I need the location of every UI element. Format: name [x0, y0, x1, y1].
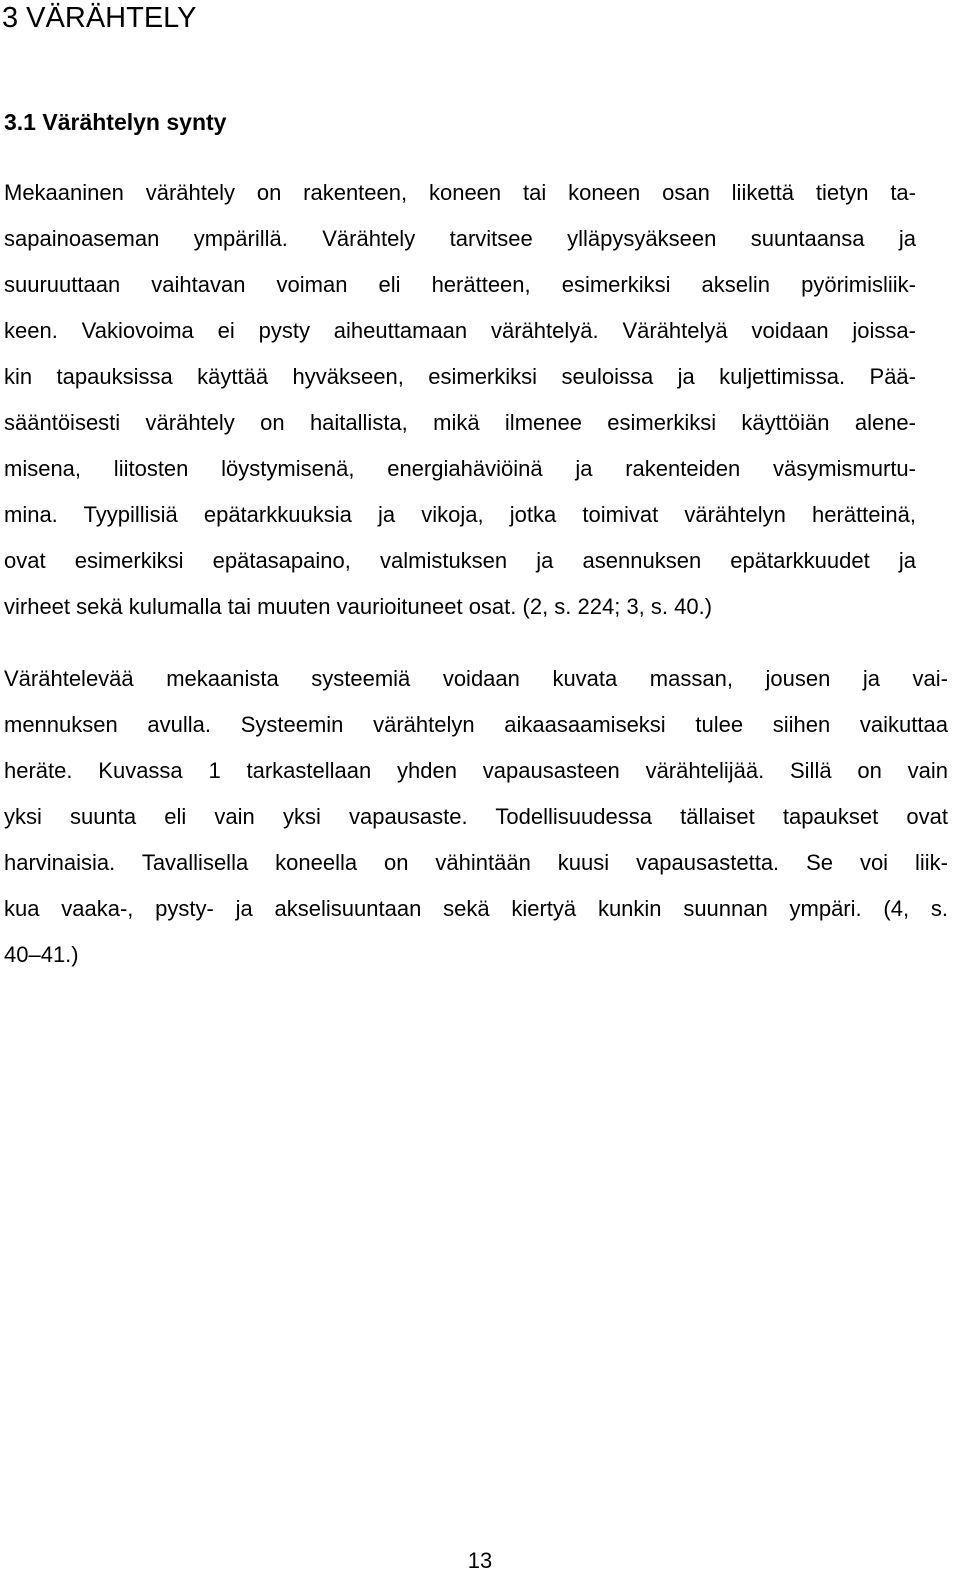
chapter-title: 3 VÄRÄHTELY	[2, 2, 197, 34]
paragraph-line: suuruuttaan vaihtavan voiman eli herätteen, esimerkiksi akselin pyörimisliik-	[4, 272, 916, 297]
paragraph-line: virheet sekä kulumalla tai muuten vaurioituneet osat. (2, s. 224; 3, s. 40.)	[4, 594, 713, 619]
paragraph-line: heräte. Kuvassa 1 tarkastellaan yhden vapausasteen värähtelijää. Sillä on vain	[4, 758, 948, 783]
paragraph-line: kin tapauksissa käyttää hyväkseen, esimerkiksi seuloissa ja kuljettimissa. Pää-	[4, 364, 916, 389]
paragraph-line: keen. Vakiovoima ei pysty aiheuttamaan värähtelyä. Värähtelyä voidaan joissa-	[4, 318, 916, 343]
paragraph-line: kua vaaka-, pysty- ja akselisuuntaan sekä kiertyä kunkin suunnan ympäri. (4, s.	[4, 896, 948, 921]
paragraph-line: sääntöisesti värähtely on haitallista, mikä ilmenee esimerkiksi käyttöiän alene-	[4, 410, 916, 435]
paragraph-line: 40–41.)	[4, 942, 79, 967]
paragraph-line: yksi suunta eli vain yksi vapausaste. Todellisuudessa tällaiset tapaukset ovat	[4, 804, 948, 829]
paragraph-line: Värähtelevää mekaanista systeemiä voidaan kuvata massan, jousen ja vai-	[4, 666, 948, 691]
paragraph-2	[4, 656, 948, 978]
page-number: 13	[467, 1548, 493, 1573]
paragraph-line: mina. Tyypillisiä epätarkkuuksia ja vikoja, jotka toimivat värähtelyn herätteinä,	[4, 502, 916, 527]
paragraph-line: sapainoaseman ympärillä. Värähtely tarvitsee ylläpysyäkseen suuntaansa ja	[4, 226, 916, 251]
paragraph-line: misena, liitosten löystymisenä, energiahäviöinä ja rakenteiden väsymismurtu-	[4, 456, 916, 481]
paragraph-line: ovat esimerkiksi epätasapaino, valmistuksen ja asennuksen epätarkkuudet ja	[4, 548, 916, 573]
section-title: 3.1 Värähtelyn synty	[4, 109, 227, 135]
paragraph-line: Mekaaninen värähtely on rakenteen, koneen tai koneen osan liikettä tietyn ta-	[4, 180, 916, 205]
paragraph-line: harvinaisia. Tavallisella koneella on vähintään kuusi vapausastetta. Se voi liik-	[4, 850, 948, 875]
paragraph-1	[4, 170, 916, 630]
paragraph-line: mennuksen avulla. Systeemin värähtelyn aikaasaamiseksi tulee siihen vaikuttaa	[4, 712, 948, 737]
